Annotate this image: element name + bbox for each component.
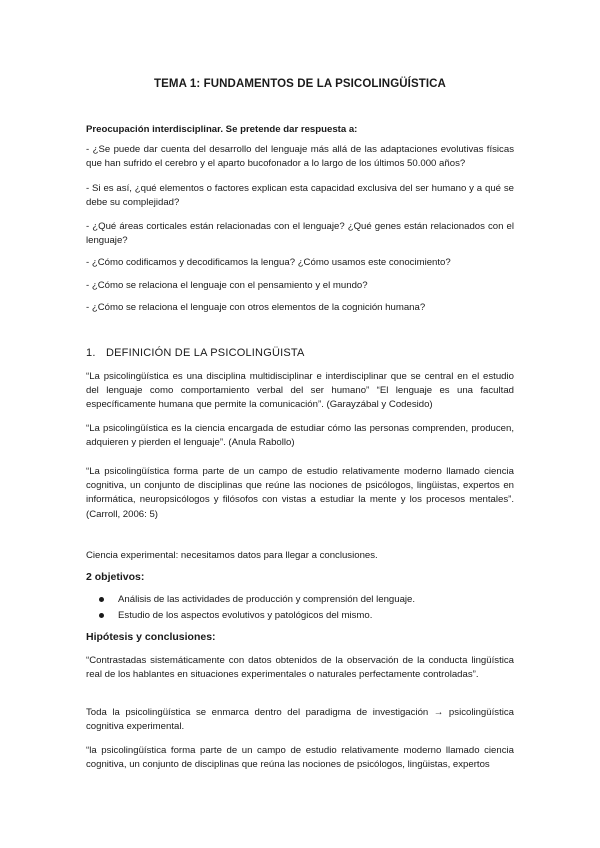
hypothesis-quote: “Contrastadas sistemáticamente con datos obtenidos de la observación de la conducta lingüística real de los hablantes en situaciones experimentales o naturales perfectamente controladas”. (86, 655, 514, 681)
list-item (86, 608, 514, 624)
section-heading (86, 347, 514, 359)
objective-text: Estudio de los aspectos evolutivos y patológicos del mismo. (118, 610, 373, 621)
hypothesis-heading: Hipótesis y conclusiones: (86, 631, 216, 643)
bullet-icon (99, 597, 104, 602)
last-quote: “la psicolingüística forma parte de un campo de estudio relativamente moderno llamado ciencia cognitiva, un conjunto de disciplinas que reúna las nociones de psicólogos, lingüistas, expertos (86, 745, 514, 771)
section-number: 1. (86, 347, 96, 359)
question-2: - Si es así, ¿qué elementos o factores explican esta capacidad exclusiva del ser humano y a qué se debe su complejidad? (86, 183, 514, 209)
objectives-list (86, 592, 514, 624)
objective-text: Análisis de las actividades de producción y comprensión del lenguaje. (118, 594, 416, 605)
question-3: - ¿Qué áreas corticales están relacionadas con el lenguaje? ¿Qué genes están relacionados con el lenguaje? (86, 221, 514, 247)
experimental-text: Ciencia experimental: necesitamos datos para llegar a conclusiones. (86, 550, 378, 561)
document-title: TEMA 1: FUNDAMENTOS DE LA PSICOLINGÜÍSTICA (154, 78, 446, 90)
question-4: - ¿Cómo codificamos y decodificamos la lengua? ¿Cómo usamos este conocimiento? (86, 257, 451, 268)
list-item (86, 592, 514, 608)
paradigm-text: Toda la psicolingüística se enmarca dentro del paradigma de investigación → psicolingüística cognitiva experimental. (86, 707, 514, 733)
question-5: - ¿Cómo se relaciona el lenguaje con el pensamiento y el mundo? (86, 280, 368, 291)
bullet-icon (99, 613, 104, 618)
objectives-heading: 2 objetivos: (86, 571, 145, 583)
question-6: - ¿Cómo se relaciona el lenguaje con otros elementos de la cognición humana? (86, 302, 426, 313)
quote-garayzabal: “La psicolingüística es una disciplina multidisciplinar e interdisciplinar que se central en el estudio del lenguaje como comportamiento verbal del ser humano” “El lenguaje es una facultad específicamente humana que permite la comunicación”. (Garayzábal y Codesido) (86, 371, 514, 411)
question-1: - ¿Se puede dar cuenta del desarrollo del lenguaje más allá de las adaptaciones evolutivas físicas que han sufrido el cerebro y el aparto bucofonador a lo largo de los últimos 50.000 años? (86, 144, 514, 170)
quote-carroll: “La psicolingüística forma parte de un campo de estudio relativamente moderno llamado ciencia cognitiva, un conjunto de disciplinas que reúne las nociones de psicólogos, lingüistas, expertos en informática, neuropsicólogos y filósofos con vistas a estudiar la mente y los procesos mentales”. (Carroll, 2006: 5) (86, 466, 514, 520)
intro-heading: Preocupación interdisciplinar. Se pretende dar respuesta a: (86, 124, 358, 135)
section-title: DEFINICIÓN DE LA PSICOLINGÜISTA (106, 347, 305, 359)
quote-anula: “La psicolingüística es la ciencia encargada de estudiar cómo las personas comprenden, producen, adquieren y pierden el lenguaje”. (Anula Rabollo) (86, 423, 514, 449)
